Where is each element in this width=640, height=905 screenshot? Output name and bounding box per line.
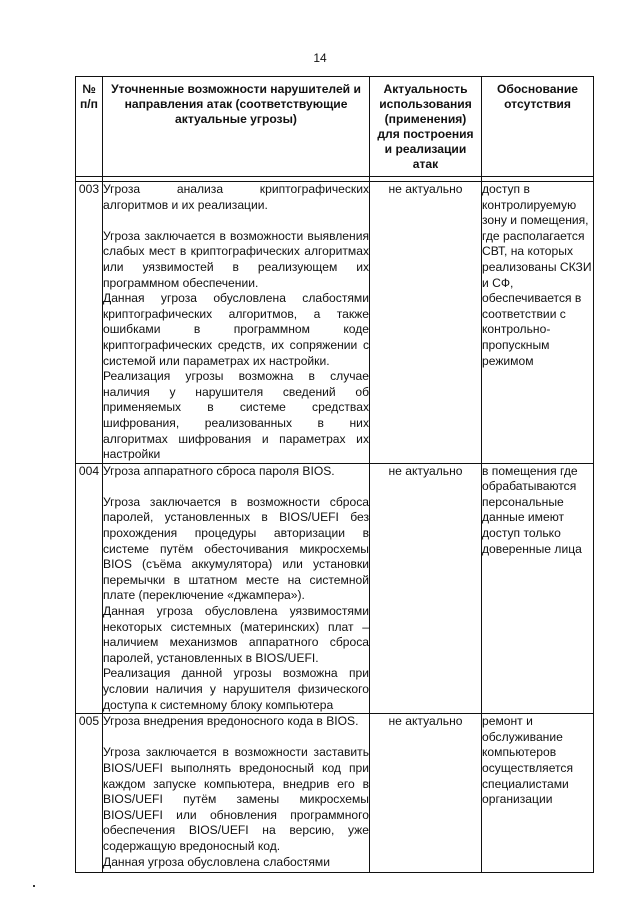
header-relevance: Актуальность использования (применения) для построения и реализации атак	[370, 77, 482, 177]
reason-cell: доступ в контролируемую зону и помещения, где располагается СВТ, на которых реализованы СКЗИ и СФ, обеспечивается в соответствии с контрольно-пропускным режимом	[482, 182, 594, 464]
threat-paragraph: Реализация угрозы возможна в случае наличия у нарушителя сведений об применяемых в системе средствах шифрования, реализованных в них алгоритмах шифрования и параметрах их настройки	[103, 369, 369, 462]
threat-paragraph: Угроза заключается в возможности сброса паролей, установленных в BIOS/UEFI без прохождения процедуры авторизации в системе путём обесточивания микросхемы BIOS (съёма аккумулятора) или установки перемычки в штатном месте на системной плате (переключение «джампера»).	[103, 494, 369, 603]
threat-paragraph: Данная угроза обусловлена уязвимостями некоторых системных (материнских) плат – наличием механизмов аппаратного сброса паролей, установленных в BIOS/UEFI.	[103, 604, 369, 665]
header-description: Уточненные возможности нарушителей и направления атак (соответствующие актуальные угрозы)	[103, 77, 370, 177]
row-number: 005	[76, 714, 103, 873]
relevance-cell: не актуально	[370, 714, 482, 873]
reason-cell: ремонт и обслуживание компьютеров осуществляется специалистами организации	[482, 714, 594, 873]
threat-paragraph: Данная угроза обусловлена слабостями	[103, 854, 330, 869]
scan-speck	[33, 885, 35, 887]
relevance-cell: не актуально	[370, 463, 482, 714]
page-number: 14	[313, 51, 327, 65]
threat-title: Угроза внедрения вредоносного кода в BIOS.	[103, 714, 359, 729]
threat-description	[103, 714, 370, 873]
row-number: 004	[76, 463, 103, 714]
threat-paragraph: Угроза заключается в возможности выявления слабых мест в криптографических алгоритмах или уязвимостей в реализующем их программном обеспечении.	[103, 228, 369, 290]
threat-description	[103, 182, 370, 464]
header-reason: Обоснование отсутствия	[482, 77, 594, 177]
threat-paragraph: Реализация данной угрозы возможна при условии наличия у нарушителя физического доступа к системному блоку компьютера	[103, 666, 369, 712]
table-header-row	[76, 77, 594, 177]
header-num: № п/п	[76, 77, 103, 177]
threat-title: Угроза анализа криптографических алгоритмов и их реализации.	[103, 182, 369, 212]
threat-title: Угроза аппаратного сброса пароля BIOS.	[103, 463, 335, 478]
relevance-cell: не актуально	[370, 182, 482, 464]
table-row	[76, 463, 594, 714]
reason-cell: в помещения где обрабатываются персональные данные имеют доступ только доверенные лица	[482, 463, 594, 714]
table-row	[76, 182, 594, 464]
threats-table	[75, 76, 594, 873]
threat-description	[103, 463, 370, 714]
threat-paragraph: Угроза заключается в возможности заставить BIOS/UEFI выполнять вредоносный код при каждом запуске компьютера, внедрив его в BIOS/UEFI путём замены микросхемы BIOS/UEFI или обновления программного обеспечения BIOS/UEFI на версию, уже содержащую вредоносный код.	[103, 745, 369, 853]
row-number: 003	[76, 182, 103, 464]
table-row	[76, 714, 594, 873]
threat-paragraph: Данная угроза обусловлена слабостями криптографических алгоритмов, а также ошибками в программном коде криптографических средств, их сопряжении с системой или параметрах их настройки.	[103, 291, 369, 368]
